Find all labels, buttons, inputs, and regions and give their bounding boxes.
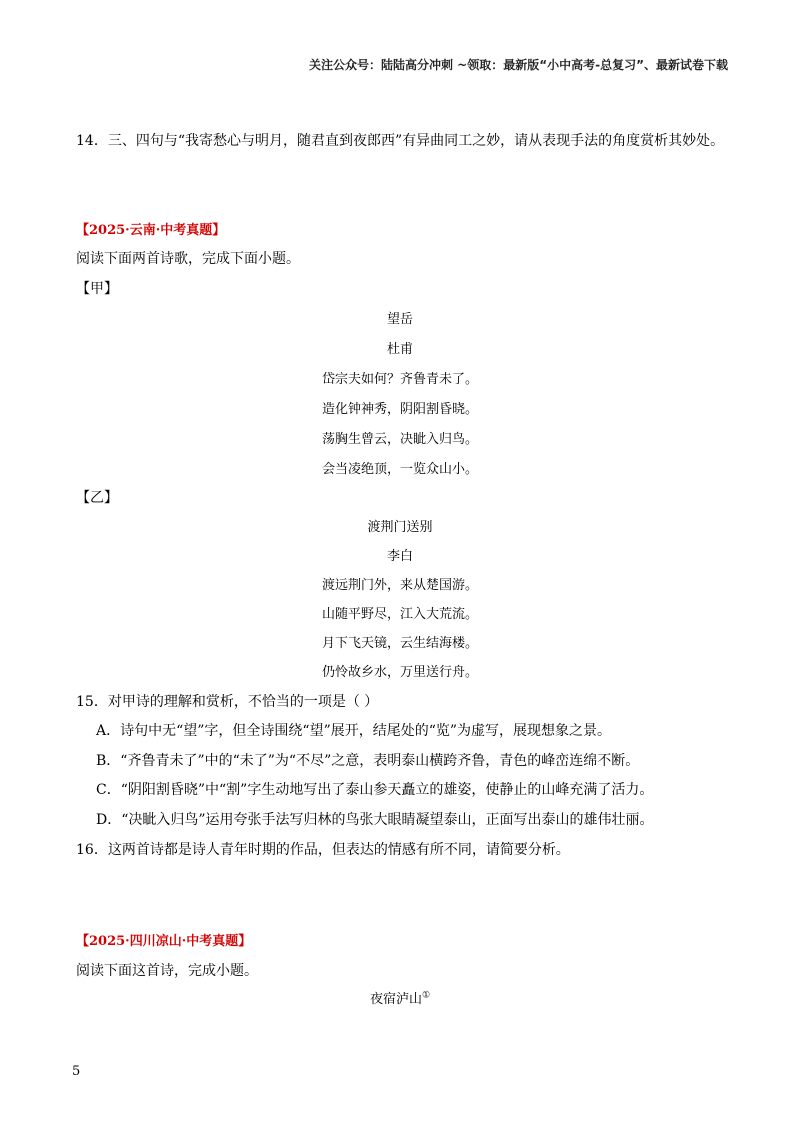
page-header: 关注公众号：陆陆高分冲刺 ~领取：最新版“小中高考-总复习”、最新试卷下载 bbox=[309, 58, 728, 72]
question-16: 16．这两首诗都是诗人青年时期的作品，但表达的情感有所不同，请简要分析。 bbox=[76, 842, 570, 858]
poem-line: 月下飞天镜，云生结海楼。 bbox=[321, 636, 478, 651]
poem-author-libai: 李白 bbox=[386, 549, 413, 564]
option-a: A．诗句中无“望”字，但全诗围绕“望”展开，结尾处的“览”为虚写，展现想象之景。 bbox=[96, 723, 612, 739]
question-15: 15．对甲诗的理解和赏析，不恰当的一项是（ ） bbox=[76, 694, 379, 710]
option-b: B．“齐鲁青未了”中的“未了”为“不尽”之意，表明泰山横跨齐鲁，青色的峰峦连绵不断。 bbox=[96, 753, 640, 769]
section-intro: 阅读下面两首诗歌，完成下面小题。 bbox=[76, 251, 300, 267]
poem-line: 渡远荆门外，来从楚国游。 bbox=[321, 578, 478, 593]
poem-title-wangyue: 望岳 bbox=[386, 312, 413, 327]
poem-line: 山随平野尽，江入大荒流。 bbox=[321, 607, 478, 622]
page-number: 5 bbox=[72, 1064, 81, 1079]
poem-label-jia: 【甲】 bbox=[76, 281, 118, 297]
poem-author-dufu: 杜甫 bbox=[386, 342, 413, 357]
question-14: 14．三、四句与“我寄愁心与明月，随君直到夜郎西”有异曲同工之妙，请从表现手法的角度赏析其妙处。 bbox=[76, 133, 725, 149]
poem-line: 造化钟神秀，阴阳割昏晓。 bbox=[321, 402, 478, 417]
poem-line: 仍怜故乡水，万里送行舟。 bbox=[321, 665, 478, 680]
poem-title-dujingmen: 渡荆门送别 bbox=[367, 520, 433, 535]
option-d: D．“决眦入归鸟”运用夸张手法写归林的鸟张大眼睛凝望泰山，正面写出泰山的雄伟壮丽。 bbox=[96, 812, 654, 828]
poem-label-yi: 【乙】 bbox=[76, 490, 118, 506]
option-c: C．“阴阳割昏晓”中“割”字生动地写出了泰山参天矗立的雄姿，使静止的山峰充满了活力。 bbox=[96, 782, 654, 798]
footnote-mark: ① bbox=[421, 990, 431, 1001]
source-tag-sichuan: 【2025·四川凉山·中考真题】 bbox=[76, 934, 252, 949]
poem-line: 荡胸生曾云，决眦入归鸟。 bbox=[321, 432, 478, 447]
poem-line: 会当凌绝顶，一览众山小。 bbox=[321, 462, 478, 477]
section-intro-2: 阅读下面这首诗，完成小题。 bbox=[76, 963, 258, 979]
poem-line: 岱宗夫如何？齐鲁青未了。 bbox=[321, 372, 478, 387]
source-tag-yunnan: 【2025·云南·中考真题】 bbox=[76, 223, 226, 238]
poem-title-yesulushan bbox=[0, 988, 800, 1007]
poem-title-text: 夜宿泸山 bbox=[369, 992, 422, 1007]
